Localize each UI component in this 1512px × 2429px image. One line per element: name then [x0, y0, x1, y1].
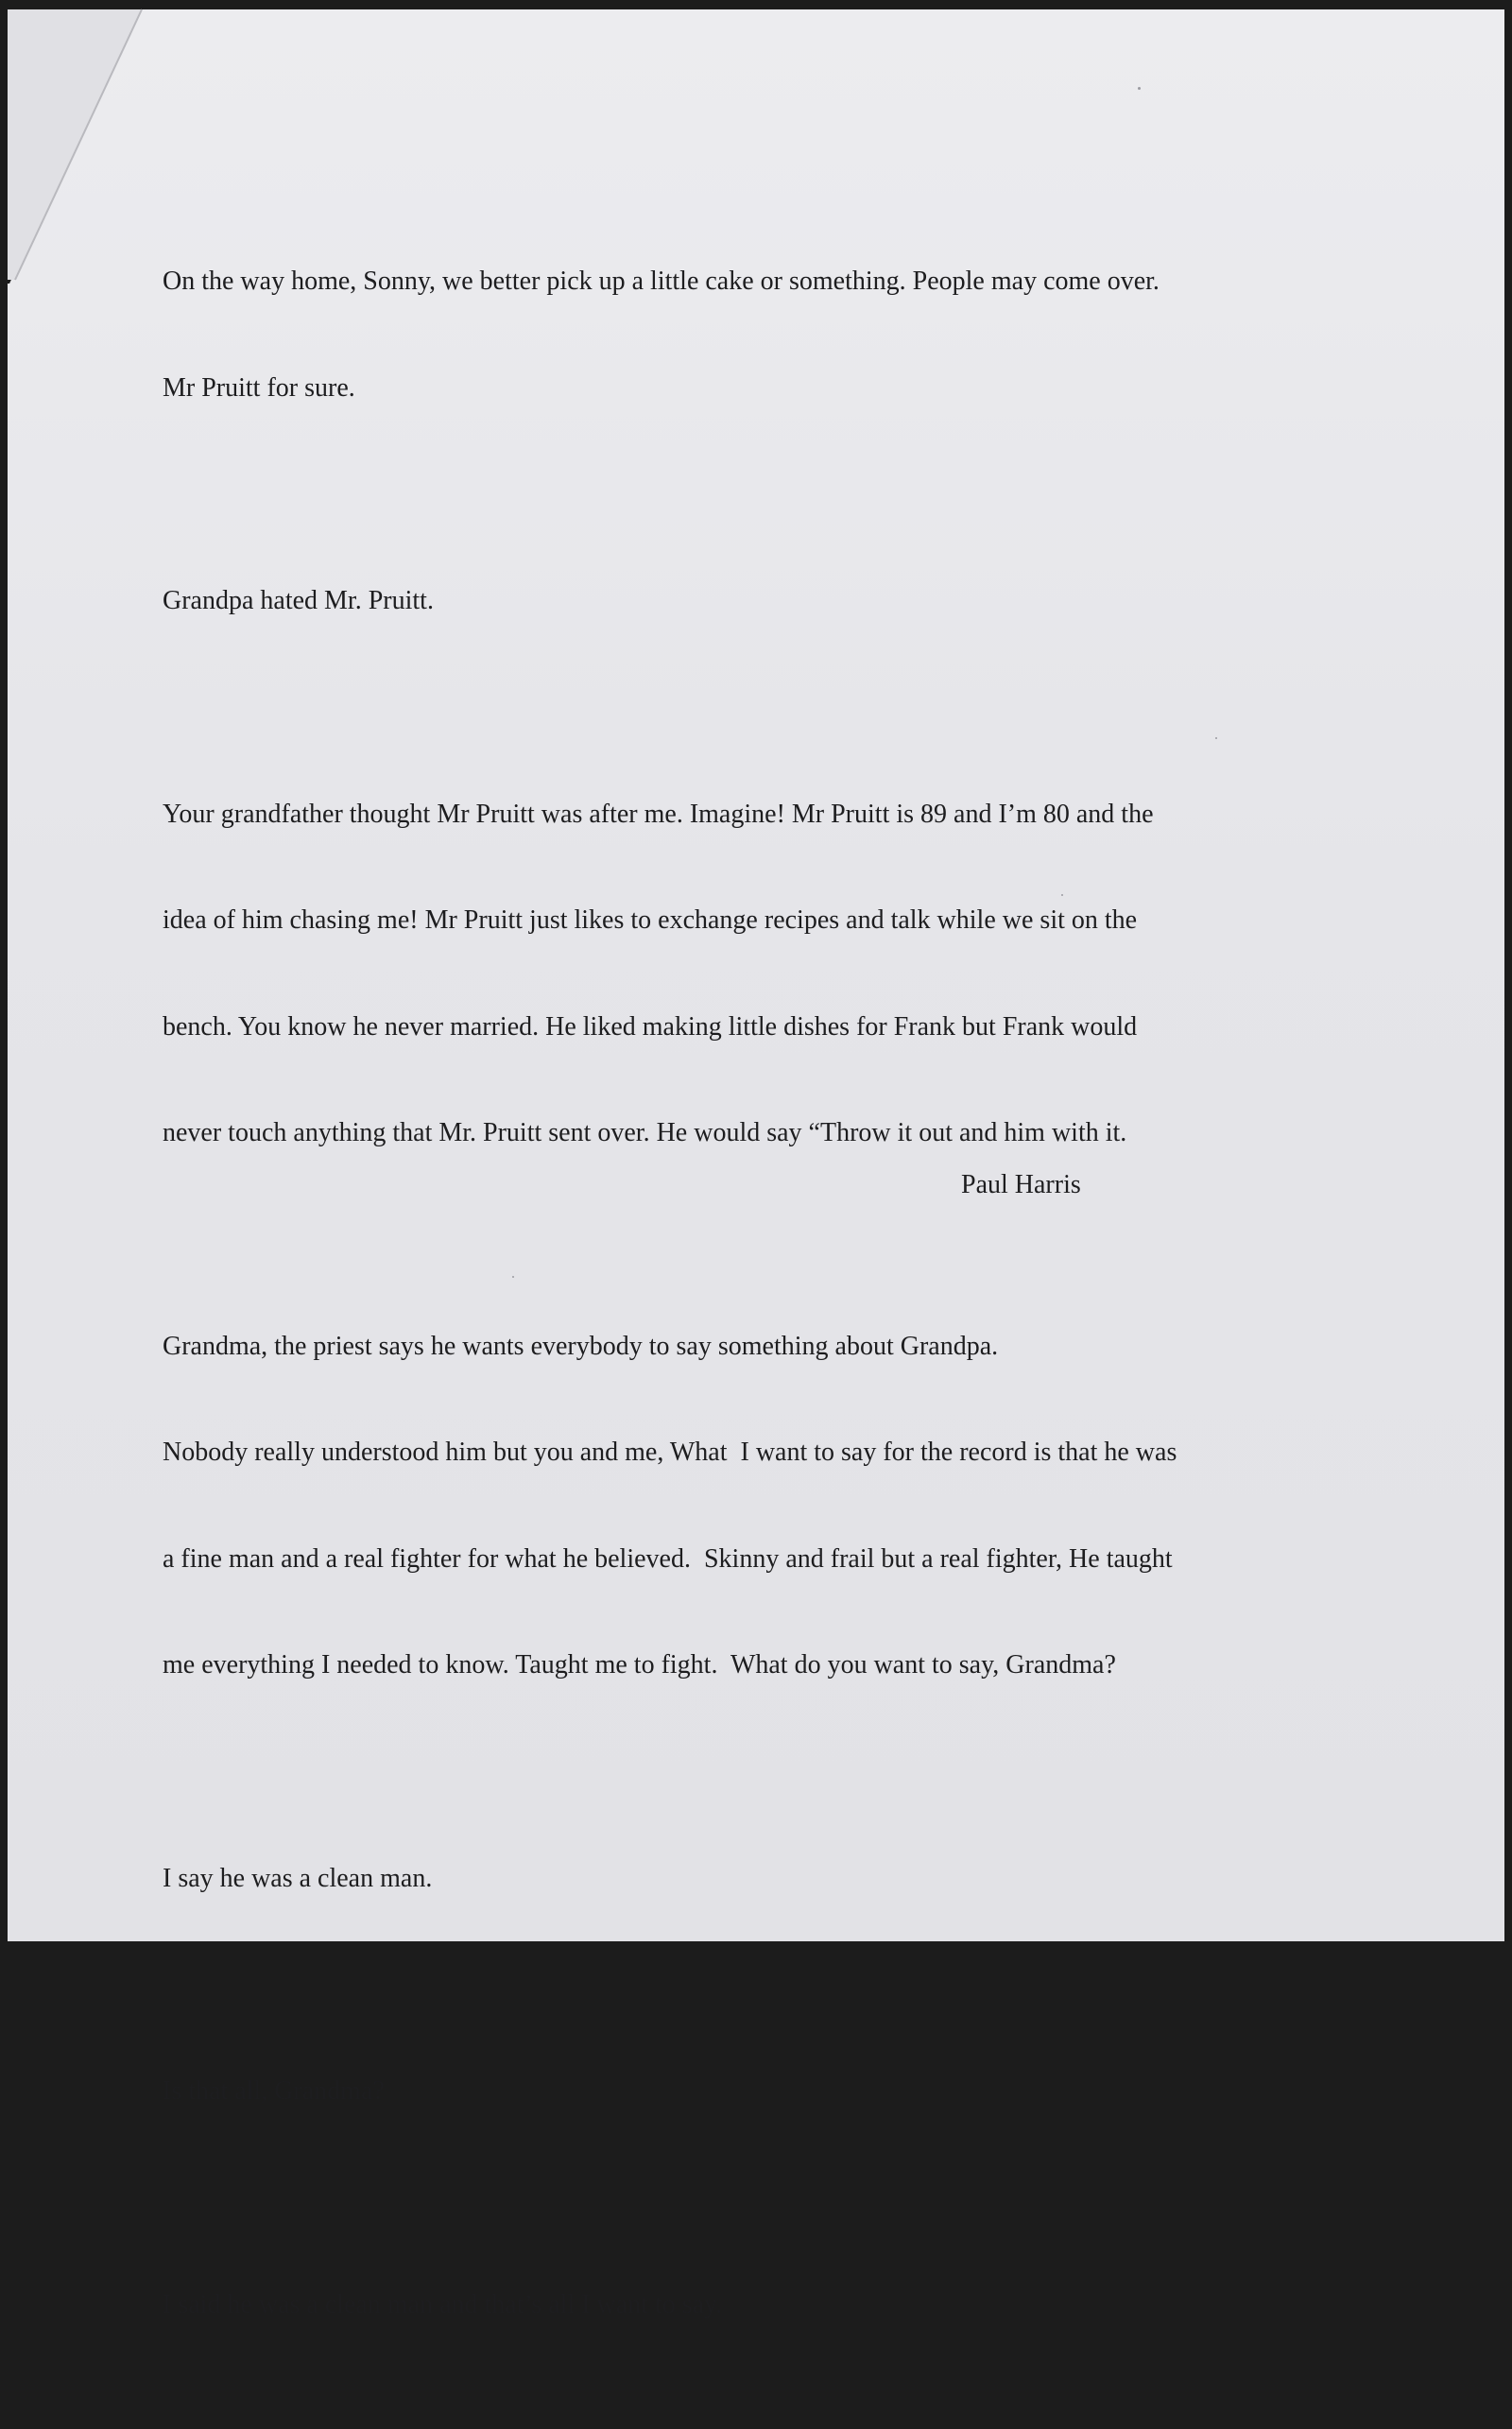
paragraph	[163, 1790, 1334, 1968]
text-line: Mr Pruitt for sure.	[163, 372, 355, 403]
paper-speck	[1138, 87, 1141, 90]
text-line: idea of him chasing me! Mr Pruitt just likes to exchange recipes and talk while we sit on the	[163, 905, 1138, 935]
text-line: Grandma, the priest says he wants everybody to say something about Grandpa.	[163, 1331, 999, 1361]
paragraph	[163, 193, 1334, 476]
text-line: Your grandfather thought Mr Pruitt was after me. Imagine! Mr Pruitt is 89 and I’m 80 and the	[163, 799, 1154, 829]
signature-name: Paul Harris	[961, 1170, 1081, 1199]
text-line: Nobody really understood him but you and me, What I want to say for the record is that he was	[163, 1438, 1177, 1467]
text-line: a fine man and a real fighter for what he believed. Skinny and frail but a real fighter, He taught	[163, 1543, 1173, 1574]
text-line: Is that all, Grandma?	[163, 2076, 385, 2106]
paragraph	[163, 726, 1334, 1222]
paragraph	[163, 512, 1334, 690]
text-line: I said he was a clean man and that’s all I want to say.	[163, 2289, 723, 2319]
paragraph	[163, 2216, 1334, 2394]
letter-body	[163, 193, 1334, 2429]
text-line: Grandpa hated Mr. Pruitt.	[163, 586, 434, 615]
text-line: I say he was a clean man.	[163, 1863, 433, 1893]
text-line: never touch anything that Mr. Pruitt sent over. He would say “Throw it out and him with it.	[163, 1118, 1127, 1147]
text-line: me everything I needed to know. Taught me to fight. What do you want to say, Grandma?	[163, 1650, 1116, 1680]
text-line: On the way home, Sonny, we better pick up a little cake or something. People may come over.	[163, 267, 1160, 296]
paragraph	[163, 1258, 1334, 1754]
text-line: bench. You know he never married. He liked making little dishes for Frank but Frank would	[163, 1011, 1138, 1042]
paragraph	[163, 2003, 1334, 2180]
